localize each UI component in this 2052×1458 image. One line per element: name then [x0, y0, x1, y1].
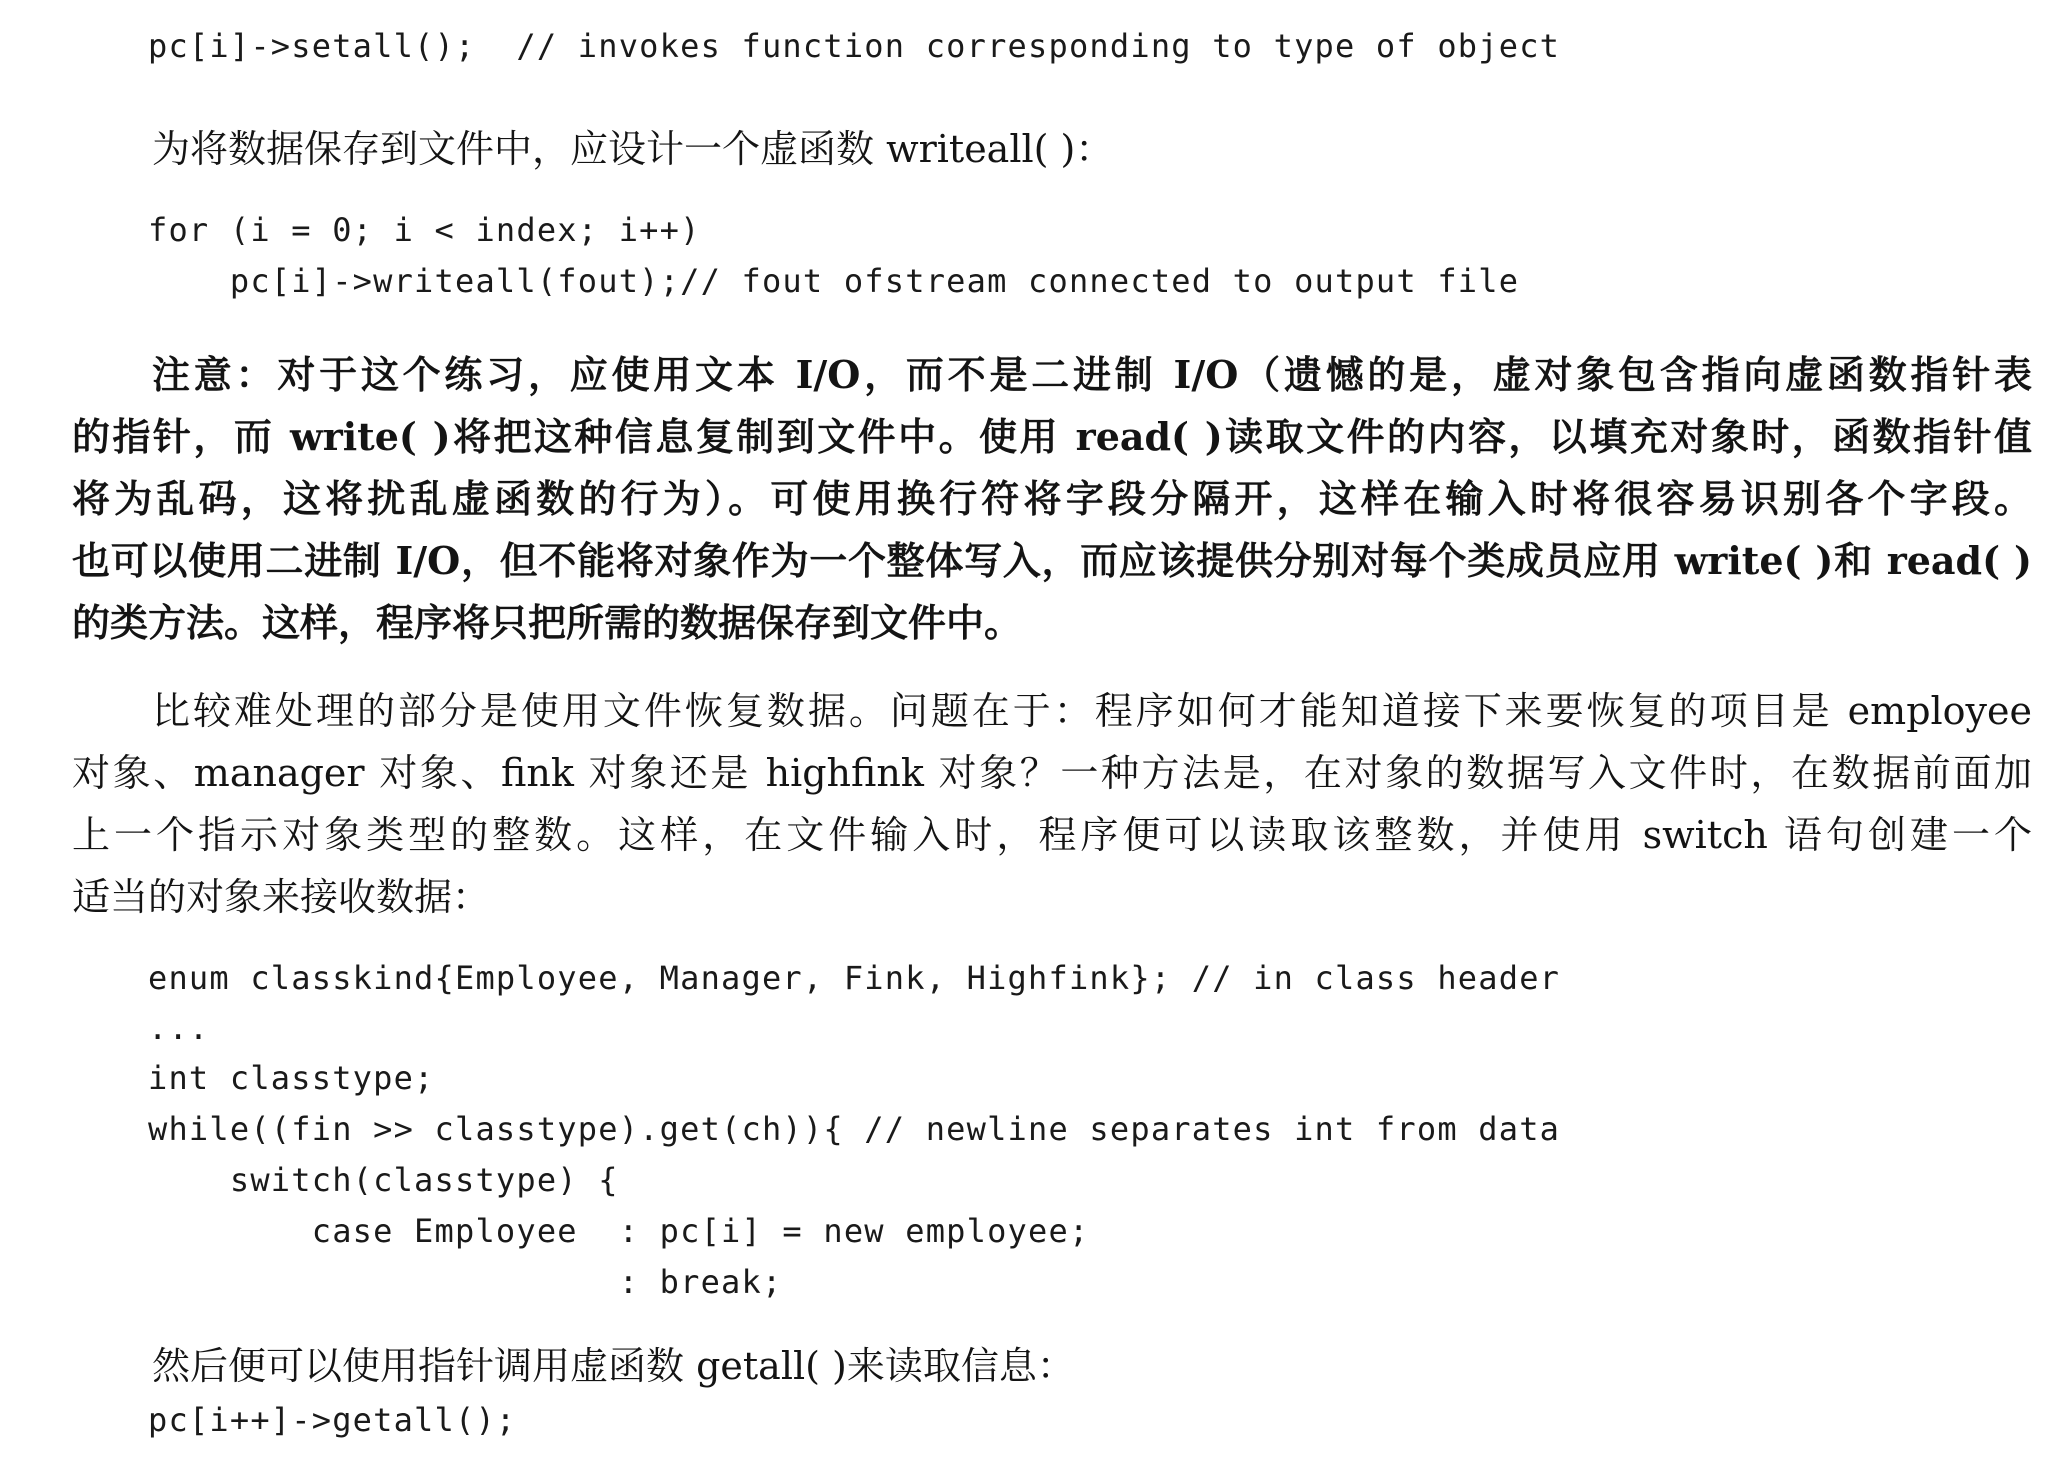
note-line-4: 也可以使用二进制 I/O，但不能将对象作为一个整体写入，而应该提供分别对每个类成员应用 write( )和 read( )	[72, 538, 2032, 583]
note-label: 注意：	[152, 352, 278, 397]
code-line-break: : break;	[148, 1263, 783, 1301]
para2-line-4: 适当的对象来接收数据：	[72, 875, 491, 919]
code-line-ellipsis: ...	[148, 1009, 210, 1047]
code-line-while: while((fin >> classtype).get(ch)){ // newline separates int from data	[148, 1110, 1561, 1148]
code-line-switch: switch(classtype) {	[148, 1161, 619, 1199]
note-line-2: 的指针，而 write( )将把这种信息复制到文件中。使用 read( )读取文件的内容，以填充对象时，函数指针值	[72, 414, 2032, 459]
para2-line-2: 对象、manager 对象、fink 对象还是 highfink 对象？一种方法是，在对象的数据写入文件时，在数据前面加	[72, 751, 2032, 795]
note-paragraph	[72, 344, 2032, 654]
code-line-for-loop: for (i = 0; i < index; i++)	[148, 211, 701, 249]
code-line-setall: pc[i]->setall(); // invokes function corresponding to type of object	[148, 27, 1561, 65]
paragraph-restore-data	[72, 680, 2032, 928]
para2-line-3: 上一个指示对象类型的整数。这样，在文件输入时，程序便可以读取该整数，并使用 switch 语句创建一个	[72, 813, 2032, 857]
paragraph-writeall-intro: 为将数据保存到文件中，应设计一个虚函数 writeall( )：	[152, 127, 1114, 171]
code-line-case-employee: case Employee : pc[i] = new employee;	[148, 1212, 1090, 1250]
code-line-writeall: pc[i]->writeall(fout);// fout ofstream connected to output file	[148, 262, 1520, 300]
note-line-1: 注意：对于这个练习，应使用文本 I/O，而不是二进制 I/O（遗憾的是，虚对象包含指向虚函数指针表	[152, 352, 2032, 397]
code-line-int-classtype: int classtype;	[148, 1059, 435, 1097]
para2-line-1: 比较难处理的部分是使用文件恢复数据。问题在于：程序如何才能知道接下来要恢复的项目是 employee	[152, 689, 2032, 733]
note-line-5: 的类方法。这样，程序将只把所需的数据保存到文件中。	[72, 600, 1023, 645]
paragraph-getall-intro: 然后便可以使用指针调用虚函数 getall( )来读取信息：	[152, 1344, 1075, 1388]
note-line-3: 将为乱码，这将扰乱虚函数的行为）。可使用换行符将字段分隔开，这样在输入时将很容易识别各个字段。	[72, 476, 2032, 521]
code-line-getall: pc[i++]->getall();	[148, 1401, 517, 1439]
code-line-enum: enum classkind{Employee, Manager, Fink, Highfink}; // in class header	[148, 959, 1561, 997]
